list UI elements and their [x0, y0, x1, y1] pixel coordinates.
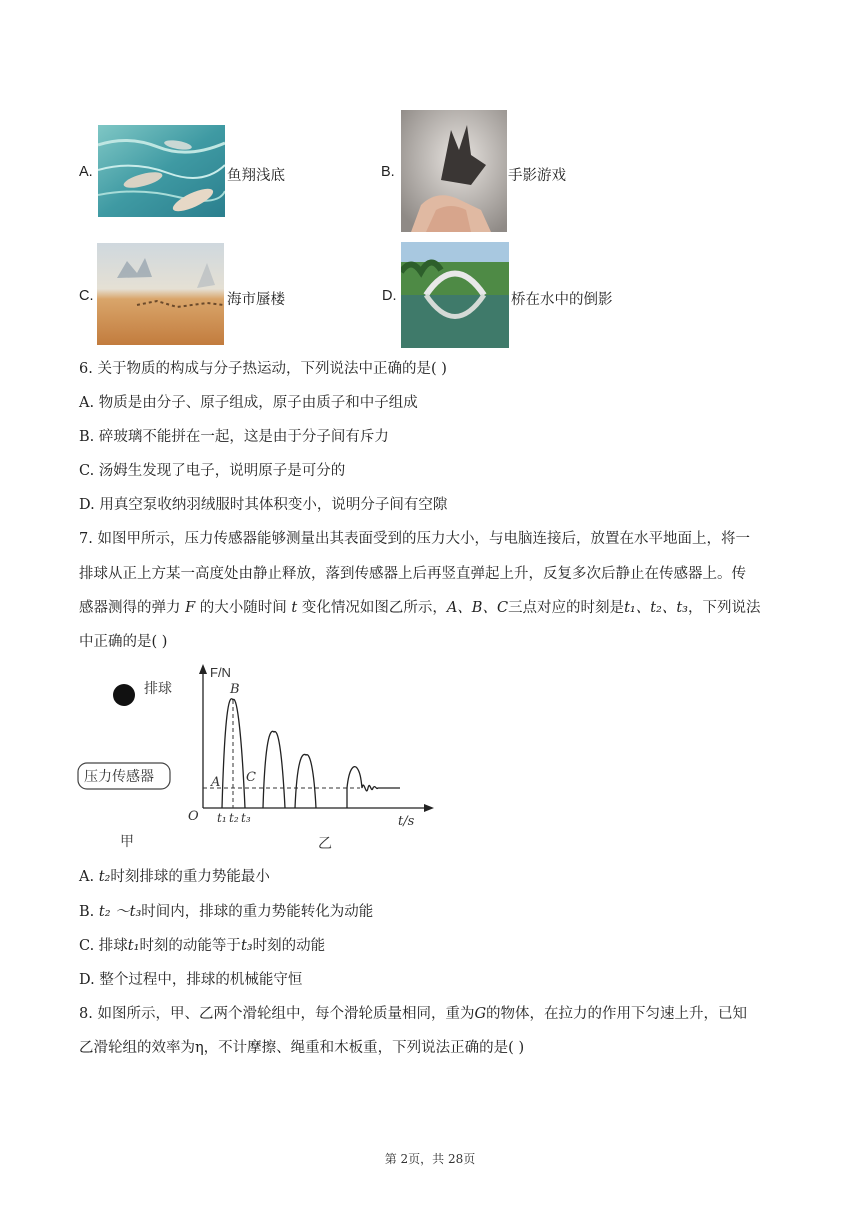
point-c-label: C — [246, 770, 256, 785]
option-b-caption: 手影游戏 — [508, 168, 566, 184]
q7-option-c: C. 排球t₁时刻的动能等于t₃时刻的动能 — [79, 938, 326, 954]
q7-figure — [70, 660, 450, 860]
q6-option-c: C. 汤姆生发现了电子，说明原子是可分的 — [79, 463, 346, 479]
q7-option-a: A. t₂时刻排球的重力势能最小 — [79, 869, 270, 885]
origin-label: O — [188, 809, 199, 824]
q8-line2: 乙滑轮组的效率为η，不计摩擦、绳重和木板重，下列说法正确的是( ) — [79, 1040, 525, 1056]
q6-stem: 6. 关于物质的构成与分子热运动，下列说法中正确的是( ) — [79, 361, 447, 377]
yi-label: 乙 — [318, 835, 332, 851]
q7-option-b: B. t₂ ～t₃时间内，排球的重力势能转化为动能 — [79, 904, 374, 920]
q6-option-d: D. 用真空泵收纳羽绒服时其体积变小，说明分子间有空隙 — [79, 497, 448, 513]
q7-stem-line3: 感器测得的弹力 F 的大小随时间 t 变化情况如图乙所示，A、B、C三点对应的时刻是t₁、t₂、t₃，下列说法 — [79, 600, 761, 616]
q7-option-d: D. 整个过程中，排球的机械能守恒 — [79, 972, 303, 988]
option-c-caption: 海市蜃楼 — [227, 292, 285, 308]
mirage-desert-image — [97, 243, 224, 345]
t3-label: t₃ — [241, 811, 251, 825]
bridge-reflection-image — [401, 242, 509, 348]
option-b-letter: B. — [381, 164, 395, 180]
y-axis-label: F/N — [210, 665, 231, 680]
option-d-letter: D. — [382, 288, 397, 304]
option-c-letter: C. — [79, 288, 94, 304]
hand-shadow-image — [401, 110, 507, 232]
point-a-label: A — [211, 775, 221, 790]
ball-label: 排球 — [144, 680, 172, 696]
ball-icon — [113, 684, 135, 706]
option-a-caption: 鱼翔浅底 — [227, 168, 285, 184]
q7-stem-line1: 7. 如图甲所示，压力传感器能够测量出其表面受到的压力大小，与电脑连接后，放置在水平地面上，将一 — [79, 531, 750, 547]
option-d-caption: 桥在水中的倒影 — [511, 292, 613, 308]
t2-label: t₂ — [229, 811, 239, 825]
q7-stem-line2: 排球从正上方某一高度处由静止释放，落到传感器上后再竖直弹起上升，反复多次后静止在传感器上。传 — [79, 566, 746, 582]
option-a-letter: A. — [79, 164, 93, 180]
x-axis-label: t/s — [398, 814, 415, 829]
fish-shallow-water-image — [98, 125, 225, 217]
t1-label: t₁ — [217, 811, 227, 825]
q8-line1: 8. 如图所示，甲、乙两个滑轮组中，每个滑轮质量相同，重为G的物体，在拉力的作用下匀速上升，已知 — [79, 1006, 748, 1022]
sensor-label: 压力传感器 — [84, 768, 154, 784]
page-footer: 第 2页，共 28页 — [384, 1152, 476, 1166]
q6-option-b: B. 碎玻璃不能拼在一起，这是由于分子间有斥力 — [79, 429, 389, 445]
point-b-label: B — [230, 682, 240, 697]
jia-label: 甲 — [120, 833, 134, 849]
q7-stem-line4: 中正确的是( ) — [79, 634, 168, 650]
q6-option-a: A. 物质是由分子、原子组成，原子由质子和中子组成 — [79, 395, 418, 411]
